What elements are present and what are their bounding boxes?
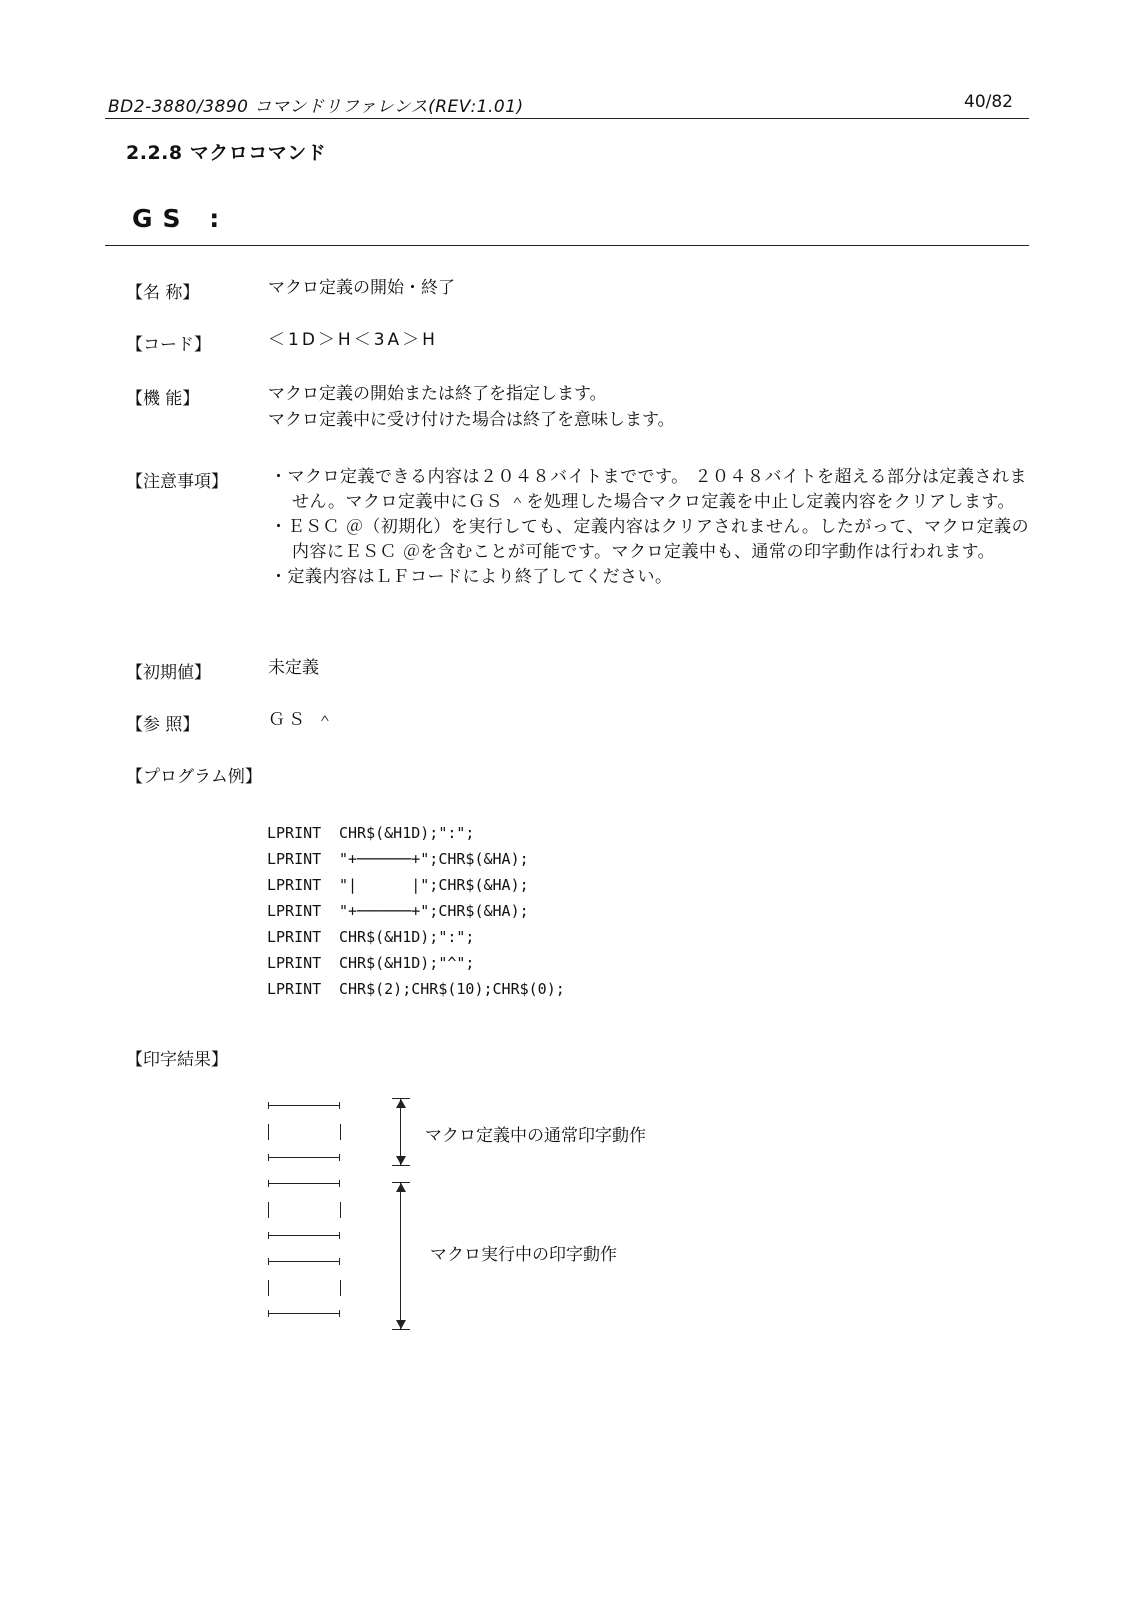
box-top-border bbox=[268, 1092, 342, 1118]
code-line bbox=[267, 898, 565, 924]
box-sides bbox=[268, 1196, 342, 1222]
reference-label: 【参 照】 bbox=[126, 715, 200, 735]
caption-macro-print: マクロ実行中の印字動作 bbox=[430, 1245, 617, 1265]
code-keyword: LPRINT bbox=[267, 954, 322, 972]
range-arrow-macro bbox=[392, 1182, 410, 1330]
code-args: "+──────+";CHR$(&HA); bbox=[339, 902, 529, 920]
code-line bbox=[267, 846, 565, 872]
code-args: CHR$(&H1D);":"; bbox=[339, 824, 475, 842]
code-args: CHR$(2);CHR$(10);CHR$(0); bbox=[339, 980, 565, 998]
code-keyword: LPRINT bbox=[267, 980, 322, 998]
initial-value: 未定義 bbox=[268, 658, 319, 678]
code-line bbox=[267, 924, 565, 950]
caption-normal-print: マクロ定義中の通常印字動作 bbox=[425, 1126, 646, 1146]
box-top-border bbox=[268, 1170, 342, 1196]
page-number: 40/82 bbox=[964, 92, 1013, 112]
code-line bbox=[267, 950, 565, 976]
code-args: CHR$(&H1D);"^"; bbox=[339, 954, 475, 972]
header-divider bbox=[105, 118, 1029, 119]
code-keyword: LPRINT bbox=[267, 824, 322, 842]
code-line bbox=[267, 820, 565, 846]
function-line-1: マクロ定義の開始または終了を指定します。 bbox=[268, 384, 607, 404]
function-text bbox=[268, 381, 675, 433]
header-title: BD2-3880/3890 コマンドリファレンス(REV:1.01) bbox=[108, 97, 524, 117]
box-sides bbox=[268, 1118, 342, 1144]
box-bottom-border bbox=[268, 1300, 342, 1326]
notes-label: 【注意事項】 bbox=[126, 472, 228, 492]
box-sides bbox=[268, 1274, 342, 1300]
code-label: 【コード】 bbox=[126, 335, 211, 355]
code-line bbox=[267, 872, 565, 898]
note-item-3: ・定義内容はＬＦコードにより終了してください。 bbox=[270, 567, 673, 587]
function-label: 【機 能】 bbox=[126, 389, 200, 409]
note-item-2: ・ＥＳＣ ＠（初期化）を実行しても、定義内容はクリアされません。したがって、マクロ定義の内容にＥＳＣ ＠を含むことが可能です。マクロ定義中も、通常の印字動作は行われます。 bbox=[270, 517, 1030, 562]
code-args: "+──────+";CHR$(&HA); bbox=[339, 850, 529, 868]
command-divider bbox=[105, 245, 1029, 246]
box-bottom-border bbox=[268, 1222, 342, 1248]
program-code bbox=[267, 820, 565, 1002]
result-label: 【印字結果】 bbox=[126, 1050, 228, 1070]
program-label: 【プログラム例】 bbox=[126, 767, 262, 787]
name-label: 【名 称】 bbox=[126, 283, 200, 303]
section-title: 2.2.8 マクロコマンド bbox=[126, 142, 327, 164]
notes-list bbox=[270, 465, 1030, 590]
code-keyword: LPRINT bbox=[267, 876, 322, 894]
initial-label: 【初期値】 bbox=[126, 663, 211, 683]
note-item-1: ・マクロ定義できる内容は２０４８バイトまでです。 ２０４８バイトを超える部分は定義されません。マクロ定義中にＧＳ ＾を処理した場合マクロ定義を中止し定義内容をクリアします。 bbox=[270, 467, 1028, 512]
code-keyword: LPRINT bbox=[267, 902, 322, 920]
box-top-border bbox=[268, 1248, 342, 1274]
code-args: "| |";CHR$(&HA); bbox=[339, 876, 529, 894]
code-line bbox=[267, 976, 565, 1002]
function-line-2: マクロ定義中に受け付けた場合は終了を意味します。 bbox=[268, 410, 675, 430]
range-arrow-normal bbox=[392, 1098, 410, 1166]
code-keyword: LPRINT bbox=[267, 928, 322, 946]
code-value: ＜1D＞H＜3A＞H bbox=[268, 330, 438, 350]
code-args: CHR$(&H1D);":"; bbox=[339, 928, 475, 946]
reference-value: ＧＳ ＾ bbox=[268, 710, 337, 730]
name-value: マクロ定義の開始・終了 bbox=[268, 278, 455, 298]
code-keyword: LPRINT bbox=[267, 850, 322, 868]
print-result-figure bbox=[268, 1092, 342, 1326]
box-bottom-border bbox=[268, 1144, 342, 1170]
command-title: GS : bbox=[132, 204, 230, 233]
